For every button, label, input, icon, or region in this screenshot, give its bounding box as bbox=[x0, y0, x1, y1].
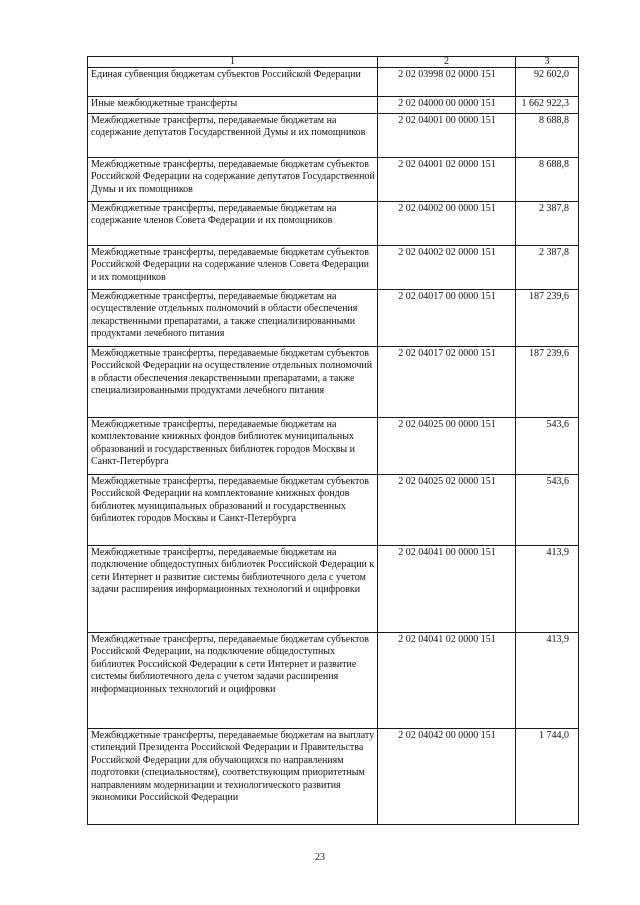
table-header-row bbox=[88, 57, 579, 68]
row-description: Межбюджетные трансферты, передаваемые бюджетам субъектов Российской Федерации на комплектование книжных фондов библиотек муниципальных образований и государственных библиотек городов Москвы и Санкт-Петербурга bbox=[88, 474, 378, 545]
row-description: Межбюджетные трансферты, передаваемые бюджетам на содержание членов Совета Федерации и их помощников bbox=[88, 201, 378, 245]
row-amount: 413,9 bbox=[516, 545, 579, 632]
table-row bbox=[88, 201, 579, 245]
table-row bbox=[88, 289, 579, 346]
row-amount: 8 688,8 bbox=[516, 157, 579, 201]
table-row bbox=[88, 68, 579, 97]
row-amount: 8 688,8 bbox=[516, 113, 579, 157]
row-code: 2 02 04002 02 0000 151 bbox=[378, 245, 516, 289]
column-header-1: 1 bbox=[88, 57, 378, 68]
row-amount: 1 744,0 bbox=[516, 728, 579, 824]
table-row bbox=[88, 417, 579, 474]
table-row bbox=[88, 728, 579, 824]
table-row bbox=[88, 97, 579, 114]
table-body bbox=[88, 57, 579, 825]
row-amount: 1 662 922,3 bbox=[516, 97, 579, 114]
row-amount: 543,6 bbox=[516, 474, 579, 545]
row-amount: 2 387,8 bbox=[516, 245, 579, 289]
row-description: Межбюджетные трансферты, передаваемые бюджетам на подключение общедоступных библиотек Российской Федерации к сети Интернет и развитие системы библиотечного дела с учетом задачи расширения информационных технологий и оцифровки bbox=[88, 545, 378, 632]
row-code: 2 02 04025 00 0000 151 bbox=[378, 417, 516, 474]
row-code: 2 02 04041 00 0000 151 bbox=[378, 545, 516, 632]
row-amount: 2 387,8 bbox=[516, 201, 579, 245]
row-description: Единая субвенция бюджетам субъектов Российской Федерации bbox=[88, 68, 378, 97]
row-code: 2 02 03998 02 0000 151 bbox=[378, 68, 516, 97]
row-code: 2 02 04000 00 0000 151 bbox=[378, 97, 516, 114]
table-row bbox=[88, 545, 579, 632]
row-code: 2 02 04001 00 0000 151 bbox=[378, 113, 516, 157]
row-description: Межбюджетные трансферты, передаваемые бюджетам субъектов Российской Федерации, на подключение общедоступных библиотек Российской Федерации к сети Интернет и развитие системы библиотечного дела с учетом задачи расширения информационных технологий и оцифровки bbox=[88, 632, 378, 728]
row-amount: 187 239,6 bbox=[516, 289, 579, 346]
budget-transfers-table bbox=[87, 56, 579, 825]
row-description: Межбюджетные трансферты, передаваемые бюджетам субъектов Российской Федерации на содержание членов Совета Федерации и их помощников bbox=[88, 245, 378, 289]
table-row bbox=[88, 157, 579, 201]
row-description: Межбюджетные трансферты, передаваемые бюджетам субъектов Российской Федерации на осуществление отдельных полномочий в области обеспечения лекарственными препаратами, а также специализированными продуктами лечебного питания bbox=[88, 346, 378, 417]
row-amount: 187 239,6 bbox=[516, 346, 579, 417]
page-number: 23 bbox=[315, 852, 325, 863]
row-code: 2 02 04025 02 0000 151 bbox=[378, 474, 516, 545]
column-header-2: 2 bbox=[378, 57, 516, 68]
row-code: 2 02 04042 00 0000 151 bbox=[378, 728, 516, 824]
table-row bbox=[88, 474, 579, 545]
row-code: 2 02 04017 02 0000 151 bbox=[378, 346, 516, 417]
row-amount: 92 602,0 bbox=[516, 68, 579, 97]
table-row bbox=[88, 632, 579, 728]
row-amount: 413,9 bbox=[516, 632, 579, 728]
table-row bbox=[88, 346, 579, 417]
row-code: 2 02 04001 02 0000 151 bbox=[378, 157, 516, 201]
row-description: Межбюджетные трансферты, передаваемые бюджетам субъектов Российской Федерации на содержание депутатов Государственной Думы и их помощников bbox=[88, 157, 378, 201]
row-code: 2 02 04041 02 0000 151 bbox=[378, 632, 516, 728]
table-row bbox=[88, 113, 579, 157]
row-code: 2 02 04002 00 0000 151 bbox=[378, 201, 516, 245]
row-description: Межбюджетные трансферты, передаваемые бюджетам на содержание депутатов Государственной Думы и их помощников bbox=[88, 113, 378, 157]
row-description: Межбюджетные трансферты, передаваемые бюджетам на комплектование книжных фондов библиотек муниципальных образований и государственных библиотек городов Москвы и Санкт-Петербурга bbox=[88, 417, 378, 474]
column-header-3: 3 bbox=[516, 57, 579, 68]
row-description: Межбюджетные трансферты, передаваемые бюджетам на осуществление отдельных полномочий в области обеспечения лекарственными препаратами, а также специализированными продуктами лечебного питания bbox=[88, 289, 378, 346]
table-row bbox=[88, 245, 579, 289]
row-amount: 543,6 bbox=[516, 417, 579, 474]
row-description: Иные межбюджетные трансферты bbox=[88, 97, 378, 114]
row-description: Межбюджетные трансферты, передаваемые бюджетам на выплату стипендий Президента Российской Федерации и Правительства Российской Федерации для обучающихся по направлениям подготовки (специальностям), соответствующим приоритетным направлениям модернизации и технологического развития экономики Российской Федерации bbox=[88, 728, 378, 824]
row-code: 2 02 04017 00 0000 151 bbox=[378, 289, 516, 346]
